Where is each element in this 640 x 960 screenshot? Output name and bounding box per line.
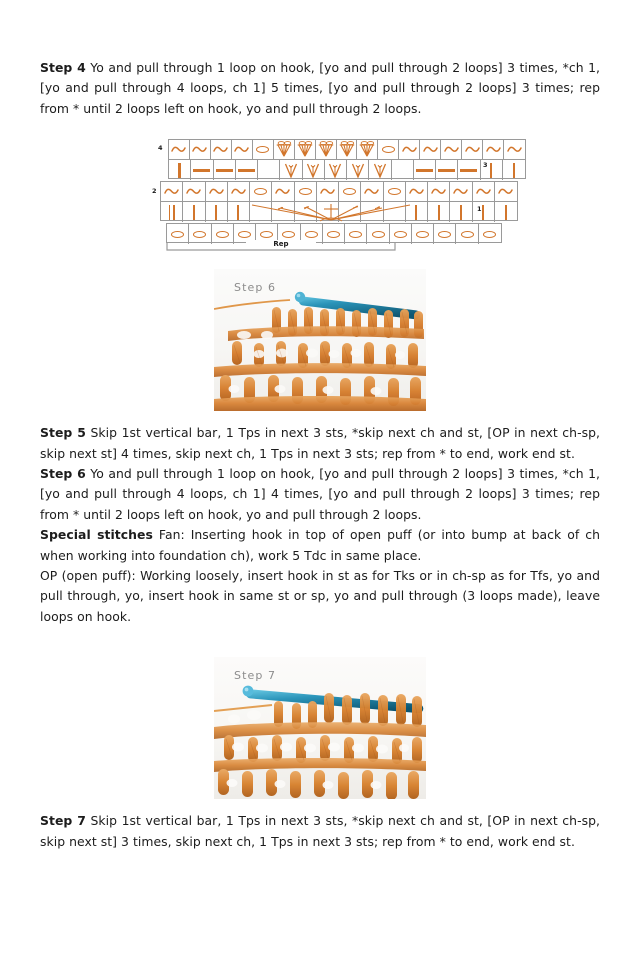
chain-oval-icon <box>339 182 360 201</box>
chart-cell-chain <box>428 182 450 202</box>
paragraph-special-stitches <box>40 525 600 566</box>
chart-cell-open-puff <box>347 160 369 180</box>
chart-cell-chain <box>161 182 183 202</box>
chart-rows-2-1 <box>160 181 518 221</box>
chart-cell-foundation-oval <box>479 224 501 244</box>
chart-cell-vbar <box>473 202 495 222</box>
chain-stitch-icon <box>450 182 471 201</box>
fan-stitch-icon <box>337 140 357 159</box>
chart-cell-bigfan <box>361 202 383 222</box>
tps-bar-icon <box>228 202 249 222</box>
chain-stitch-icon <box>211 140 231 159</box>
chart-cell-chain <box>406 182 428 202</box>
step6-body: Yo and pull through 1 loop on hook, [yo and pull through 2 loops] 3 times, *ch 1, [yo and pull through 4 loops, ch 1] 4 times, [yo and pull through 2 loops] 3 times; rep from * until 2 loops left on hook, yo and pull through 2 loops. <box>40 466 600 522</box>
content-column <box>40 58 600 852</box>
figure-step7 <box>40 657 600 799</box>
chart-cell-oval-chain <box>384 182 406 202</box>
chart-cell-oval-chain <box>361 182 383 202</box>
chart-row-4 <box>169 140 525 160</box>
chart-row-label-2: 2 <box>152 187 157 196</box>
chart-cell-fan <box>316 140 337 160</box>
chain-stitch-icon <box>161 182 182 201</box>
chain-stitch-icon <box>473 182 494 201</box>
tps-bar-icon <box>473 202 494 222</box>
chart-cell-hbar <box>414 160 436 180</box>
chart-cell-vbar <box>503 160 525 180</box>
chart-row-2 <box>161 182 517 202</box>
chart-row-label-4: 4 <box>158 144 163 153</box>
chart-row-foundation <box>166 223 502 243</box>
chain-stitch-icon <box>399 140 419 159</box>
chart-cell-vbar <box>428 202 450 222</box>
chart-cell-foundation-oval <box>456 224 478 244</box>
open-puff-body: OP (open puff): Working loosely, insert hook in st as for Tks or in ch-sp as for Tfs, yo and pull through, yo, insert hook in same st or sp, yo and pull through (3 loops made), leave loops on hook. <box>40 568 600 624</box>
chain-stitch-icon <box>232 140 252 159</box>
chart-cell-chain <box>206 182 228 202</box>
special-stitches-body: Fan: Inserting hook in top of open puff (or into bump at back of ch when working into foundation ch), work 5 Tdc in same place. <box>40 527 600 563</box>
tps-bar-icon <box>406 202 427 222</box>
chain-stitch-icon <box>428 182 449 201</box>
chart-cell-oval-chain <box>339 182 361 202</box>
tps-bar-icon <box>450 202 471 222</box>
tps-bar-icon <box>169 160 190 180</box>
chart-cell-hbar <box>214 160 236 180</box>
chart-cell-oval <box>378 140 399 160</box>
photo-step6 <box>214 269 426 411</box>
chain-oval-icon <box>456 224 477 244</box>
chart-cell-fan <box>295 140 316 160</box>
chart-cell-chain <box>228 182 250 202</box>
slip-bar-icon <box>436 160 457 180</box>
chart-cell-fan <box>357 140 378 160</box>
chart-cell-open-puff <box>369 160 391 180</box>
special-stitches-lead: Special stitches <box>40 527 153 543</box>
spacer <box>40 627 600 657</box>
chart-cell-foundation-oval <box>412 224 434 244</box>
chart-cell-vbar <box>183 202 205 222</box>
tps-double-bar-icon <box>161 202 182 222</box>
chart-cell-chain <box>441 140 462 160</box>
step5-lead: Step 5 <box>40 425 86 441</box>
chain-stitch-icon <box>504 140 525 159</box>
paragraph-step4 <box>40 58 600 119</box>
photo-step7 <box>214 657 426 799</box>
chart-cell-oval-chain <box>272 182 294 202</box>
chart-cell-bigfan <box>339 202 361 222</box>
slip-bar-icon <box>458 160 479 180</box>
paragraph-step6 <box>40 464 600 525</box>
rep-label: Rep <box>246 240 316 248</box>
paragraph-open-puff <box>40 566 600 627</box>
chart-cell-oval-chain <box>317 182 339 202</box>
chain-oval-icon <box>434 224 455 244</box>
chart-cell-chain <box>495 182 517 202</box>
chart-cell-vbar <box>206 202 228 222</box>
chart-cell-oval-chain <box>250 182 272 202</box>
chart-cell-chain <box>483 140 504 160</box>
step4-lead: Step 4 <box>40 60 86 75</box>
chart-cell-double-bar <box>161 202 183 222</box>
chart-row-label-3: 3 <box>483 161 488 170</box>
chart-cell-vbar <box>228 202 250 222</box>
chart-cell-blank <box>258 160 280 180</box>
chart-cell-chain <box>473 182 495 202</box>
chain-oval-icon <box>479 224 501 244</box>
chart-cell-vbar <box>450 202 472 222</box>
chain-stitch-icon <box>169 140 189 159</box>
chain-stitch-icon <box>406 182 427 201</box>
slip-bar-icon <box>414 160 435 180</box>
chart-cell-blank <box>392 160 414 180</box>
step6-lead: Step 6 <box>40 466 86 482</box>
step5-body: Skip 1st vertical bar, 1 Tps in next 3 sts, *skip next ch and st, [OP in next ch-sp, skip next st] 4 times, skip next ch, 1 Tps in next 3 sts; rep from * to end, work end st. <box>40 425 601 461</box>
chain-stitch-icon <box>317 182 338 201</box>
tps-bar-icon <box>428 202 449 222</box>
chart-cell-vbar <box>169 160 191 180</box>
paragraph-step5 <box>40 423 600 464</box>
chart-cell-chain <box>399 140 420 160</box>
slip-bar-icon <box>236 160 257 180</box>
chart-rows-4-3 <box>168 139 526 179</box>
chain-stitch-icon <box>190 140 210 159</box>
chart-cell-chain <box>420 140 441 160</box>
chain-stitch-icon <box>495 182 517 201</box>
chart-cell-open-puff <box>303 160 325 180</box>
chart-cell-bigfan <box>272 202 294 222</box>
chain-stitch-icon <box>420 140 440 159</box>
chart-cell-fan <box>337 140 358 160</box>
slip-bar-icon <box>191 160 212 180</box>
spacer <box>40 411 600 423</box>
figure-step6 <box>40 269 600 411</box>
chart-cell-chain <box>504 140 525 160</box>
chart-cell-chain <box>450 182 472 202</box>
fan-stitch-icon <box>357 140 377 159</box>
spacer <box>40 257 600 269</box>
open-puff-icon <box>347 160 368 180</box>
chart-cell-chain <box>190 140 211 160</box>
chain-oval-icon <box>384 182 405 201</box>
chart-cell-hbar <box>236 160 258 180</box>
step4-body: Yo and pull through 1 loop on hook, [yo and pull through 2 loops] 3 times, *ch 1, [yo and pull through 4 loops, ch 1] 5 times, [yo and pull through 2 loops] 3 times; rep from * until 2 loops left on hook, yo and pull through 2 loops. <box>40 60 600 116</box>
chart-cell-hbar <box>458 160 480 180</box>
step7-lead: Step 7 <box>40 813 86 829</box>
chain-stitch-icon <box>272 182 293 201</box>
chart-cell-chain <box>211 140 232 160</box>
chain-stitch-icon <box>483 140 503 159</box>
chain-stitch-icon <box>361 182 382 201</box>
chart-cell-oval-chain <box>295 182 317 202</box>
chart-cell-bigfan <box>384 202 406 222</box>
tps-bar-icon <box>495 202 517 222</box>
slip-bar-icon <box>214 160 235 180</box>
chain-oval-icon <box>378 140 398 159</box>
step7-body: Skip 1st vertical bar, 1 Tps in next 3 sts, *skip next ch and st, [OP in next ch-sp, skip next st] 3 times, skip next ch, 1 Tps in next 3 sts; rep from * to end, work end st. <box>40 813 601 849</box>
chart-cell-foundation-oval <box>434 224 456 244</box>
chart-cell-chain <box>462 140 483 160</box>
photo-step6-caption: Step 6 <box>234 281 277 295</box>
chart-cell-fan <box>274 140 295 160</box>
chain-stitch-icon <box>228 182 249 201</box>
chain-stitch-icon <box>206 182 227 201</box>
chain-oval-icon <box>295 182 316 201</box>
chart-cell-open-puff <box>325 160 347 180</box>
chart-cell-chain <box>183 182 205 202</box>
fan-stitch-icon <box>295 140 315 159</box>
chain-stitch-icon <box>441 140 461 159</box>
tps-bar-icon <box>183 202 204 222</box>
chart-cell-bigfan <box>250 202 272 222</box>
open-puff-icon <box>369 160 390 180</box>
chart-cell-bigfan <box>317 202 339 222</box>
chart-cell-hbar <box>191 160 213 180</box>
chart-cell-chain <box>232 140 253 160</box>
chart-row-1 <box>161 202 517 222</box>
chain-oval-icon <box>412 224 433 244</box>
open-puff-icon <box>325 160 346 180</box>
fan-stitch-icon <box>274 140 294 159</box>
open-puff-icon <box>280 160 301 180</box>
paragraph-step7 <box>40 811 600 852</box>
chart-cell-chain <box>169 140 190 160</box>
fan-stitch-icon <box>316 140 336 159</box>
tps-bar-icon <box>503 160 525 180</box>
chart-body <box>152 137 492 253</box>
chart-row-3 <box>169 160 525 180</box>
chart-cell-open-puff <box>280 160 302 180</box>
photo-step7-caption: Step 7 <box>234 669 277 683</box>
chart-cell-oval <box>253 140 274 160</box>
tps-bar-icon <box>206 202 227 222</box>
spacer <box>40 119 600 137</box>
chain-stitch-icon <box>462 140 482 159</box>
open-puff-icon <box>303 160 324 180</box>
chart-cell-bigfan <box>295 202 317 222</box>
chain-stitch-icon <box>183 182 204 201</box>
chain-oval-icon <box>253 140 273 159</box>
chart-row-label-1: 1 <box>477 205 482 214</box>
spacer <box>40 799 600 811</box>
chart-cell-vbar <box>495 202 517 222</box>
chain-oval-icon <box>250 182 271 201</box>
chart-cell-hbar <box>436 160 458 180</box>
crochet-chart-diagram <box>40 137 600 257</box>
chart-cell-vbar <box>406 202 428 222</box>
